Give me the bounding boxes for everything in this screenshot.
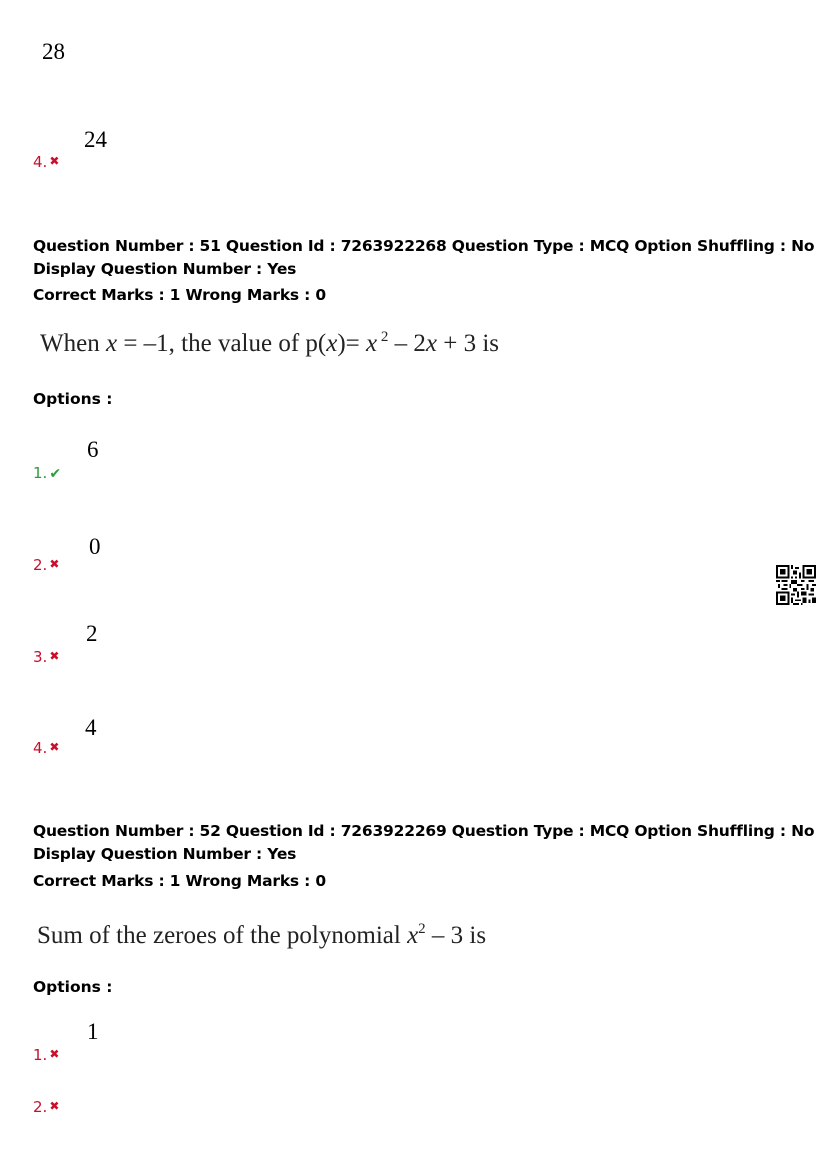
wrong-icon: ✖: [49, 740, 60, 754]
wrong-icon: ✖: [49, 1099, 60, 1113]
prev-option-4: [33, 155, 59, 170]
option-number: 4.: [33, 153, 48, 171]
qr-code-icon: [776, 565, 816, 605]
option-number: 1.: [33, 464, 48, 482]
q51-meta: [33, 235, 814, 281]
option-number: 1.: [33, 1046, 48, 1064]
q52-option-1: [33, 1048, 59, 1063]
q51-option-4: [33, 741, 59, 756]
wrong-icon: ✖: [49, 154, 60, 168]
q51-option-1-value: 6: [87, 437, 99, 462]
q51-meta-line1: Question Number : 51 Question Id : 7263922268 Question Type : MCQ Option Shuffling : No: [33, 237, 815, 255]
q52-option-1-value: 1: [87, 1019, 99, 1044]
wrong-icon: ✖: [49, 649, 60, 663]
wrong-icon: ✖: [49, 557, 60, 571]
q51-option-3-value: 2: [86, 621, 98, 646]
option-number: 3.: [33, 648, 48, 666]
q52-question-text: Sum of the zeroes of the polynomial $x^2 - 3$ is: [37, 921, 487, 949]
wrong-icon: ✖: [49, 1047, 60, 1061]
q51-option-4-value: 4: [85, 715, 97, 740]
q52-meta-line2: Display Question Number : Yes: [33, 845, 297, 863]
q51-marks: Correct Marks : 1 Wrong Marks : 0: [33, 286, 326, 304]
q51-options-label: Options :: [33, 390, 113, 408]
q51-option-2-value: 0: [89, 534, 101, 559]
q52-options-label: Options :: [33, 978, 113, 996]
q51-option-1: [33, 466, 61, 481]
q51-question-text: When x = –1, the value of p(x)= x $^2$ – 2x + 3 is: [40, 329, 500, 357]
q51-option-3: [33, 650, 59, 665]
q52-meta: [33, 820, 814, 866]
prev-option-3-value: 28: [42, 39, 65, 64]
q52-marks: Correct Marks : 1 Wrong Marks : 0: [33, 872, 326, 890]
correct-check-icon: ✔: [49, 466, 62, 482]
prev-option-4-value: 24: [84, 127, 107, 152]
q52-option-2: [33, 1100, 59, 1115]
q51-option-2: [33, 558, 59, 573]
option-number: 4.: [33, 739, 48, 757]
option-number: 2.: [33, 556, 48, 574]
option-number: 2.: [33, 1098, 48, 1116]
q52-meta-line1: Question Number : 52 Question Id : 7263922269 Question Type : MCQ Option Shuffling : No: [33, 822, 815, 840]
q51-meta-line2: Display Question Number : Yes: [33, 260, 297, 278]
